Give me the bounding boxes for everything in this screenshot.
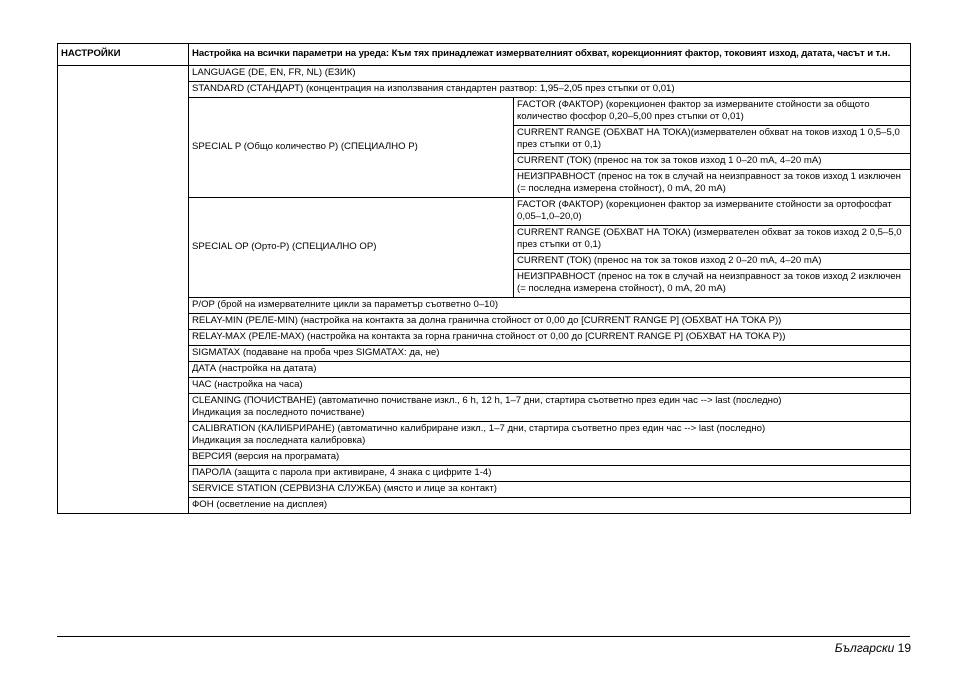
row-time: ЧАС (настройка на часа) <box>189 378 911 394</box>
special-p-current-range: CURRENT RANGE (ОБХВАТ НА ТОКА)(измервателен обхват на токов изход 1 0,5–5,0 през стъпки от 0,1) <box>514 126 911 154</box>
row-relay-min: RELAY-MIN (РЕЛЕ-MIN) (настройка на контакта за долна гранична стойност от 0,00 до [CURRENT RANGE P] (ОБХВАТ НА ТОКА P)) <box>189 314 911 330</box>
footer-rule <box>57 636 910 637</box>
row-language: LANGUAGE (DE, EN, FR, NL) (ЕЗИК) <box>189 66 911 82</box>
special-p-current: CURRENT (ТОК) (пренос на ток за токов изход 1 0–20 mA, 4–20 mA) <box>514 154 911 170</box>
footer-language: Български <box>834 641 895 655</box>
settings-table <box>57 43 911 514</box>
special-op-current-range: CURRENT RANGE (ОБХВАТ НА ТОКА) (измервателен обхват за токов изход 2 0,5–5,0 през стъпки от 0,1) <box>514 226 911 254</box>
row-background: ФОН (осветление на дисплея) <box>189 498 911 514</box>
row-service-station: SERVICE STATION (СЕРВИЗНА СЛУЖБА) (място и лице за контакт) <box>189 482 911 498</box>
row-calibration: CALIBRATION (КАЛИБРИРАНЕ) (автоматично калибриране изкл., 1–7 дни, стартира съответно през един час --> last (последно) Индикация за последната калибровка) <box>189 422 911 450</box>
section-spacer-cell <box>58 66 189 514</box>
row-date: ДАТА (настройка на датата) <box>189 362 911 378</box>
table-header-row <box>58 44 911 66</box>
special-p-fault: НЕИЗПРАВНОСТ (пренос на ток в случай на неизправност за токов изход 1 изключен (= последна измерена стойност), 0 mA, 20 mA) <box>514 170 911 198</box>
row-special-op: SPECIAL OP (Орто-P) (СПЕЦИАЛНО OP) <box>189 198 514 298</box>
row-version: ВЕРСИЯ (версия на програмата) <box>189 450 911 466</box>
row-sigmatax: SIGMATAX (подаване на проба чрез SIGMATAX: да, не) <box>189 346 911 362</box>
row-standard: STANDARD (СТАНДАРТ) (концентрация на използвания стандартен разтвор: 1,95–2,05 през стъпки от 0,01) <box>189 82 911 98</box>
special-op-fault: НЕИЗПРАВНОСТ (пренос на ток в случай на неизправност за токов изход 2 изключен (= последна измерена стойност), 0 mA, 20 mA) <box>514 270 911 298</box>
section-title-cell <box>58 44 189 66</box>
row-cleaning: CLEANING (ПОЧИСТВАНЕ) (автоматично почистване изкл., 6 h, 12 h, 1–7 дни, стартира съответно през един час --> last (последно) Индикация за последното почистване) <box>189 394 911 422</box>
row-p-op: P/OP (брой на измервателните цикли за параметър съответно 0–10) <box>189 298 911 314</box>
section-description: Настройка на всички параметри на уреда: Към тях принадлежат измервателният обхват, корекционният фактор, токовият изход, датата, часът и т.н. <box>189 44 911 66</box>
table-row <box>58 66 911 82</box>
row-password: ПАРОЛА (защита с парола при активиране, 4 знака с цифрите 1-4) <box>189 466 911 482</box>
page-number: 19 <box>897 641 911 655</box>
special-op-current: CURRENT (ТОК) (пренос на ток за токов изход 2 0–20 mA, 4–20 mA) <box>514 254 911 270</box>
row-relay-max: RELAY-MAX (РЕЛЕ-MAX) (настройка на контакта за горна гранична стойност от 0,00 до [CURRENT RANGE P] (ОБХВАТ НА ТОКА P)) <box>189 330 911 346</box>
special-p-factor: FACTOR (ФАКТОР) (корекционен фактор за измерваните стойности за общото количество фосфор 0,20–5,00 през стъпки от 0,01) <box>514 98 911 126</box>
page-footer <box>835 641 911 655</box>
section-title: НАСТРОЙКИ <box>61 48 121 59</box>
row-special-p: SPECIAL P (Общо количество P) (СПЕЦИАЛНО P) <box>189 98 514 198</box>
special-op-factor: FACTOR (ФАКТОР) (корекционен фактор за измерваните стойности за ортофосфат 0,05–1,0–20,0) <box>514 198 911 226</box>
